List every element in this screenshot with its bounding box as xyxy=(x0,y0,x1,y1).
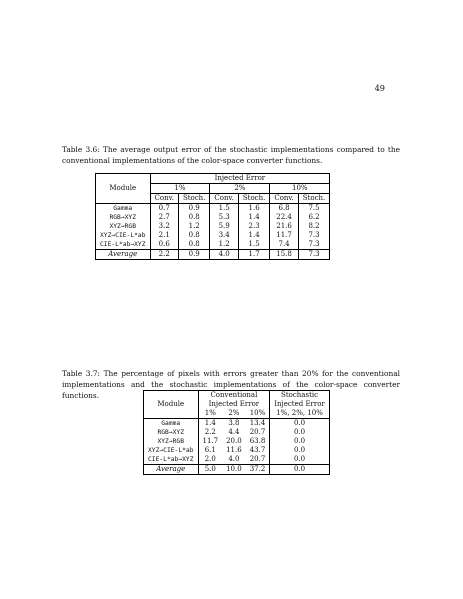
value-cell: 1.4 xyxy=(238,213,269,222)
value-cell: 20.7 xyxy=(246,455,270,465)
value-cell: 21.6 xyxy=(270,222,298,231)
value-cell: 1.5 xyxy=(238,240,269,250)
value-cell: 0.0 xyxy=(270,455,330,465)
value-cell: 7.5 xyxy=(298,204,329,214)
value-cell: 0.6 xyxy=(150,240,178,250)
value-cell: 7.3 xyxy=(298,231,329,240)
level-header: 1% xyxy=(150,184,210,194)
value-cell: 4.0 xyxy=(228,455,240,463)
table-row xyxy=(144,437,330,446)
value-cell: 1.4 xyxy=(238,231,269,240)
average-row xyxy=(144,465,330,475)
table-row xyxy=(96,231,330,240)
value-cell: 8.2 xyxy=(298,222,329,231)
table-row xyxy=(96,213,330,222)
value-cell: 10.0 xyxy=(222,465,246,475)
table-3-6 xyxy=(95,173,330,260)
page-number: 49 xyxy=(374,83,385,93)
value-cell: 15.8 xyxy=(270,250,298,260)
value-cell: 37.2 xyxy=(246,465,270,475)
value-cell: 0.0 xyxy=(270,419,330,429)
table-row xyxy=(96,240,330,250)
sub-header: Stoch. xyxy=(178,194,209,204)
value-cell: 63.8 xyxy=(246,437,270,446)
module-cell: Gamma xyxy=(144,419,199,429)
module-cell: XYZ→CIE-L*ab xyxy=(144,446,199,455)
value-cell: 20.0 xyxy=(226,437,242,445)
sub-header: Conv. xyxy=(210,194,238,204)
module-cell: RGB→XYZ xyxy=(96,213,151,222)
stoch-injected-header: Injected Error xyxy=(270,400,330,409)
value-cell: 2.2 xyxy=(150,250,178,260)
stoch-levels-header: 1%, 2%, 10% xyxy=(270,409,330,419)
value-cell: 3.2 xyxy=(150,222,178,231)
sub-header: Stoch. xyxy=(298,194,329,204)
sub-header: Conv. xyxy=(150,194,178,204)
injected-error-header: Injected Error xyxy=(150,174,330,184)
module-header: Module xyxy=(144,400,199,409)
value-cell: 6.8 xyxy=(270,204,298,214)
table-row xyxy=(144,419,330,429)
module-header: Module xyxy=(96,184,151,194)
value-cell: 1.6 xyxy=(238,204,269,214)
table-3-7-caption: Table 3.7: The percentage of pixels with errors greater than 20% for the conventional implementations and the stochastic implementations of the color-space converter functions. xyxy=(62,369,400,400)
value-cell: 20.7 xyxy=(246,428,270,437)
conventional-header: Conventional xyxy=(198,391,270,401)
level-header: 1% xyxy=(198,409,222,419)
value-cell: 1.2 xyxy=(210,240,238,250)
conv-injected-header: Injected Error xyxy=(198,400,270,409)
average-row xyxy=(96,250,330,260)
value-cell: 43.7 xyxy=(246,446,270,455)
value-cell: 2.2 xyxy=(198,428,222,437)
value-cell: 1.4 xyxy=(198,419,222,429)
sub-header: Conv. xyxy=(270,194,298,204)
module-cell: RGB→XYZ xyxy=(144,428,199,437)
value-cell: 0.8 xyxy=(178,231,209,240)
value-cell: 7.3 xyxy=(298,240,329,250)
average-label: Average xyxy=(96,250,151,260)
value-cell: 0.0 xyxy=(270,446,330,455)
value-cell: 7.4 xyxy=(270,240,298,250)
value-cell: 1.7 xyxy=(238,250,269,260)
value-cell: 0.9 xyxy=(178,204,209,214)
table-3-6-caption: Table 3.6: The average output error of the stochastic implementations compared to the conventional implementations of the color-space converter functions. xyxy=(62,145,400,165)
module-cell: CIE-L*ab→XYZ xyxy=(144,455,199,465)
value-cell: 5.9 xyxy=(210,222,238,231)
module-cell: XYZ→RGB xyxy=(144,437,199,446)
table-row xyxy=(96,204,330,214)
stochastic-header: Stochastic xyxy=(270,391,330,401)
value-cell: 0.0 xyxy=(270,437,330,446)
table-row xyxy=(96,222,330,231)
value-cell: 1.2 xyxy=(178,222,209,231)
value-cell: 0.7 xyxy=(150,204,178,214)
table-row xyxy=(144,446,330,455)
value-cell: 3.4 xyxy=(210,231,238,240)
value-cell: 7.3 xyxy=(298,250,329,260)
value-cell: 5.0 xyxy=(198,465,222,475)
value-cell: 0.8 xyxy=(178,240,209,250)
value-cell: 2.0 xyxy=(198,455,222,465)
value-cell: 4.4 xyxy=(228,428,240,436)
value-cell: 6.1 xyxy=(198,446,222,455)
level-header: 2% xyxy=(228,409,240,417)
value-cell: 13.4 xyxy=(246,419,270,429)
value-cell: 1.5 xyxy=(210,204,238,214)
value-cell: 6.2 xyxy=(298,213,329,222)
value-cell: 3.8 xyxy=(222,419,246,429)
module-cell: XYZ→RGB xyxy=(96,222,151,231)
value-cell: 11.7 xyxy=(198,437,222,446)
level-header: 10% xyxy=(246,409,270,419)
value-cell: 5.3 xyxy=(210,213,238,222)
module-cell: Gamma xyxy=(96,204,151,214)
value-cell: 0.0 xyxy=(270,465,330,475)
level-header: 2% xyxy=(210,184,270,194)
module-cell: XYZ→CIE-L*ab xyxy=(96,231,151,240)
table-row xyxy=(144,428,330,437)
module-cell: CIE-L*ab→XYZ xyxy=(96,240,151,250)
value-cell: 2.3 xyxy=(238,222,269,231)
value-cell: 11.6 xyxy=(226,446,242,454)
sub-header: Stoch. xyxy=(238,194,269,204)
value-cell: 11.7 xyxy=(270,231,298,240)
table-row xyxy=(144,455,330,465)
value-cell: 0.0 xyxy=(270,428,330,437)
value-cell: 0.9 xyxy=(178,250,209,260)
average-label: Average xyxy=(144,465,199,475)
value-cell: 22.4 xyxy=(270,213,298,222)
table-3-7 xyxy=(143,390,330,475)
value-cell: 2.1 xyxy=(150,231,178,240)
value-cell: 4.0 xyxy=(210,250,238,260)
value-cell: 2.7 xyxy=(150,213,178,222)
value-cell: 0.8 xyxy=(178,213,209,222)
level-header: 10% xyxy=(270,184,330,194)
